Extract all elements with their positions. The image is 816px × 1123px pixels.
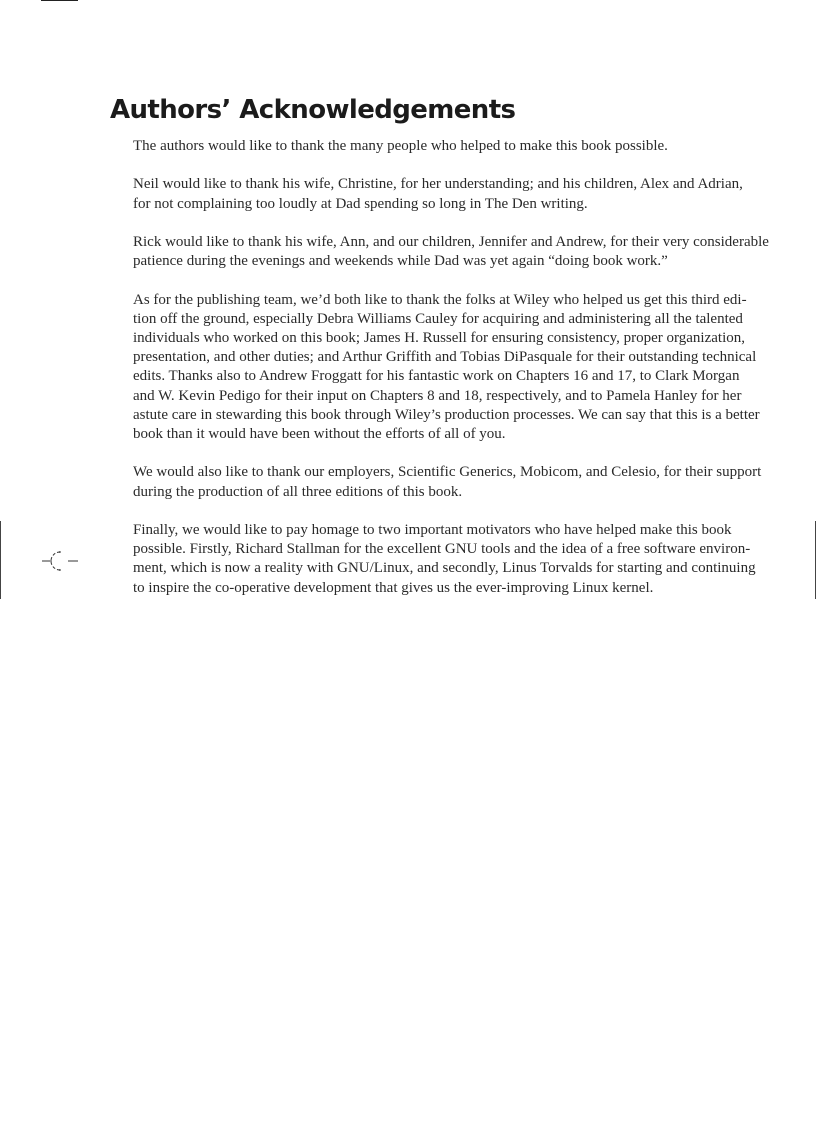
paragraph-homage (133, 521, 777, 598)
text-line: during the production of all three editions of this book. (133, 483, 463, 500)
paragraph-rick (133, 233, 777, 271)
text-line: ment, which is now a reality with GNU/Linux, and secondly, Linus Torvalds for starting and continuing (133, 560, 756, 577)
text-line: to inspire the co-operative development that gives us the ever-improving Linux kernel. (133, 579, 654, 596)
registration-mark-icon (40, 548, 80, 574)
text-line: Neil would like to thank his wife, Christine, for her understanding; and his children, Alex and Adrian, (133, 176, 743, 193)
text-line: possible. Firstly, Richard Stallman for the excellent GNU tools and the idea of a free software environ- (133, 541, 751, 558)
paragraph-neil (133, 175, 777, 213)
paragraph-employers (133, 463, 777, 501)
text-line: astute care in stewarding this book through Wiley’s production processes. We can say that this is a better (133, 406, 760, 423)
text-line: Rick would like to thank his wife, Ann, and our children, Jennifer and Andrew, for their very considerable (133, 233, 769, 250)
text-line: We would also like to thank our employers, Scientific Generics, Mobicom, and Celesio, for their support (133, 464, 762, 481)
text-line: edits. Thanks also to Andrew Froggatt for his fantastic work on Chapters 16 and 17, to Clark Morgan (133, 368, 740, 385)
text-line: Finally, we would like to pay homage to two important motivators who have helped make this book (133, 521, 732, 538)
left-margin-rule (0, 521, 1, 599)
paragraph-publishing-team (133, 291, 777, 445)
text-line: and W. Kevin Pedigo for their input on Chapters 8 and 18, respectively, and to Pamela Hanley for her (133, 387, 742, 404)
page-title: Authors’ Acknowledgements (110, 95, 516, 125)
top-crop-rule (41, 0, 78, 1)
text-line: book than it would have been without the efforts of all of you. (133, 426, 506, 442)
text-line: patience during the evenings and weekends while Dad was yet again “doing book work.” (133, 253, 668, 270)
text-line: for not complaining too loudly at Dad spending so long in The Den writing. (133, 195, 588, 212)
text-line: presentation, and other duties; and Arthur Griffith and Tobias DiPasquale for their outstanding technical (133, 349, 757, 366)
acknowledgements-body (133, 137, 777, 617)
paragraph-intro (133, 137, 777, 156)
text-line: The authors would like to thank the many people who helped to make this book possible. (133, 138, 668, 154)
text-line: As for the publishing team, we’d both like to thank the folks at Wiley who helped us get this third edi- (133, 291, 747, 308)
text-line: tion off the ground, especially Debra Williams Cauley for acquiring and administering all the talented (133, 310, 743, 327)
text-line: individuals who worked on this book; James H. Russell for ensuring consistency, proper organization, (133, 329, 745, 346)
